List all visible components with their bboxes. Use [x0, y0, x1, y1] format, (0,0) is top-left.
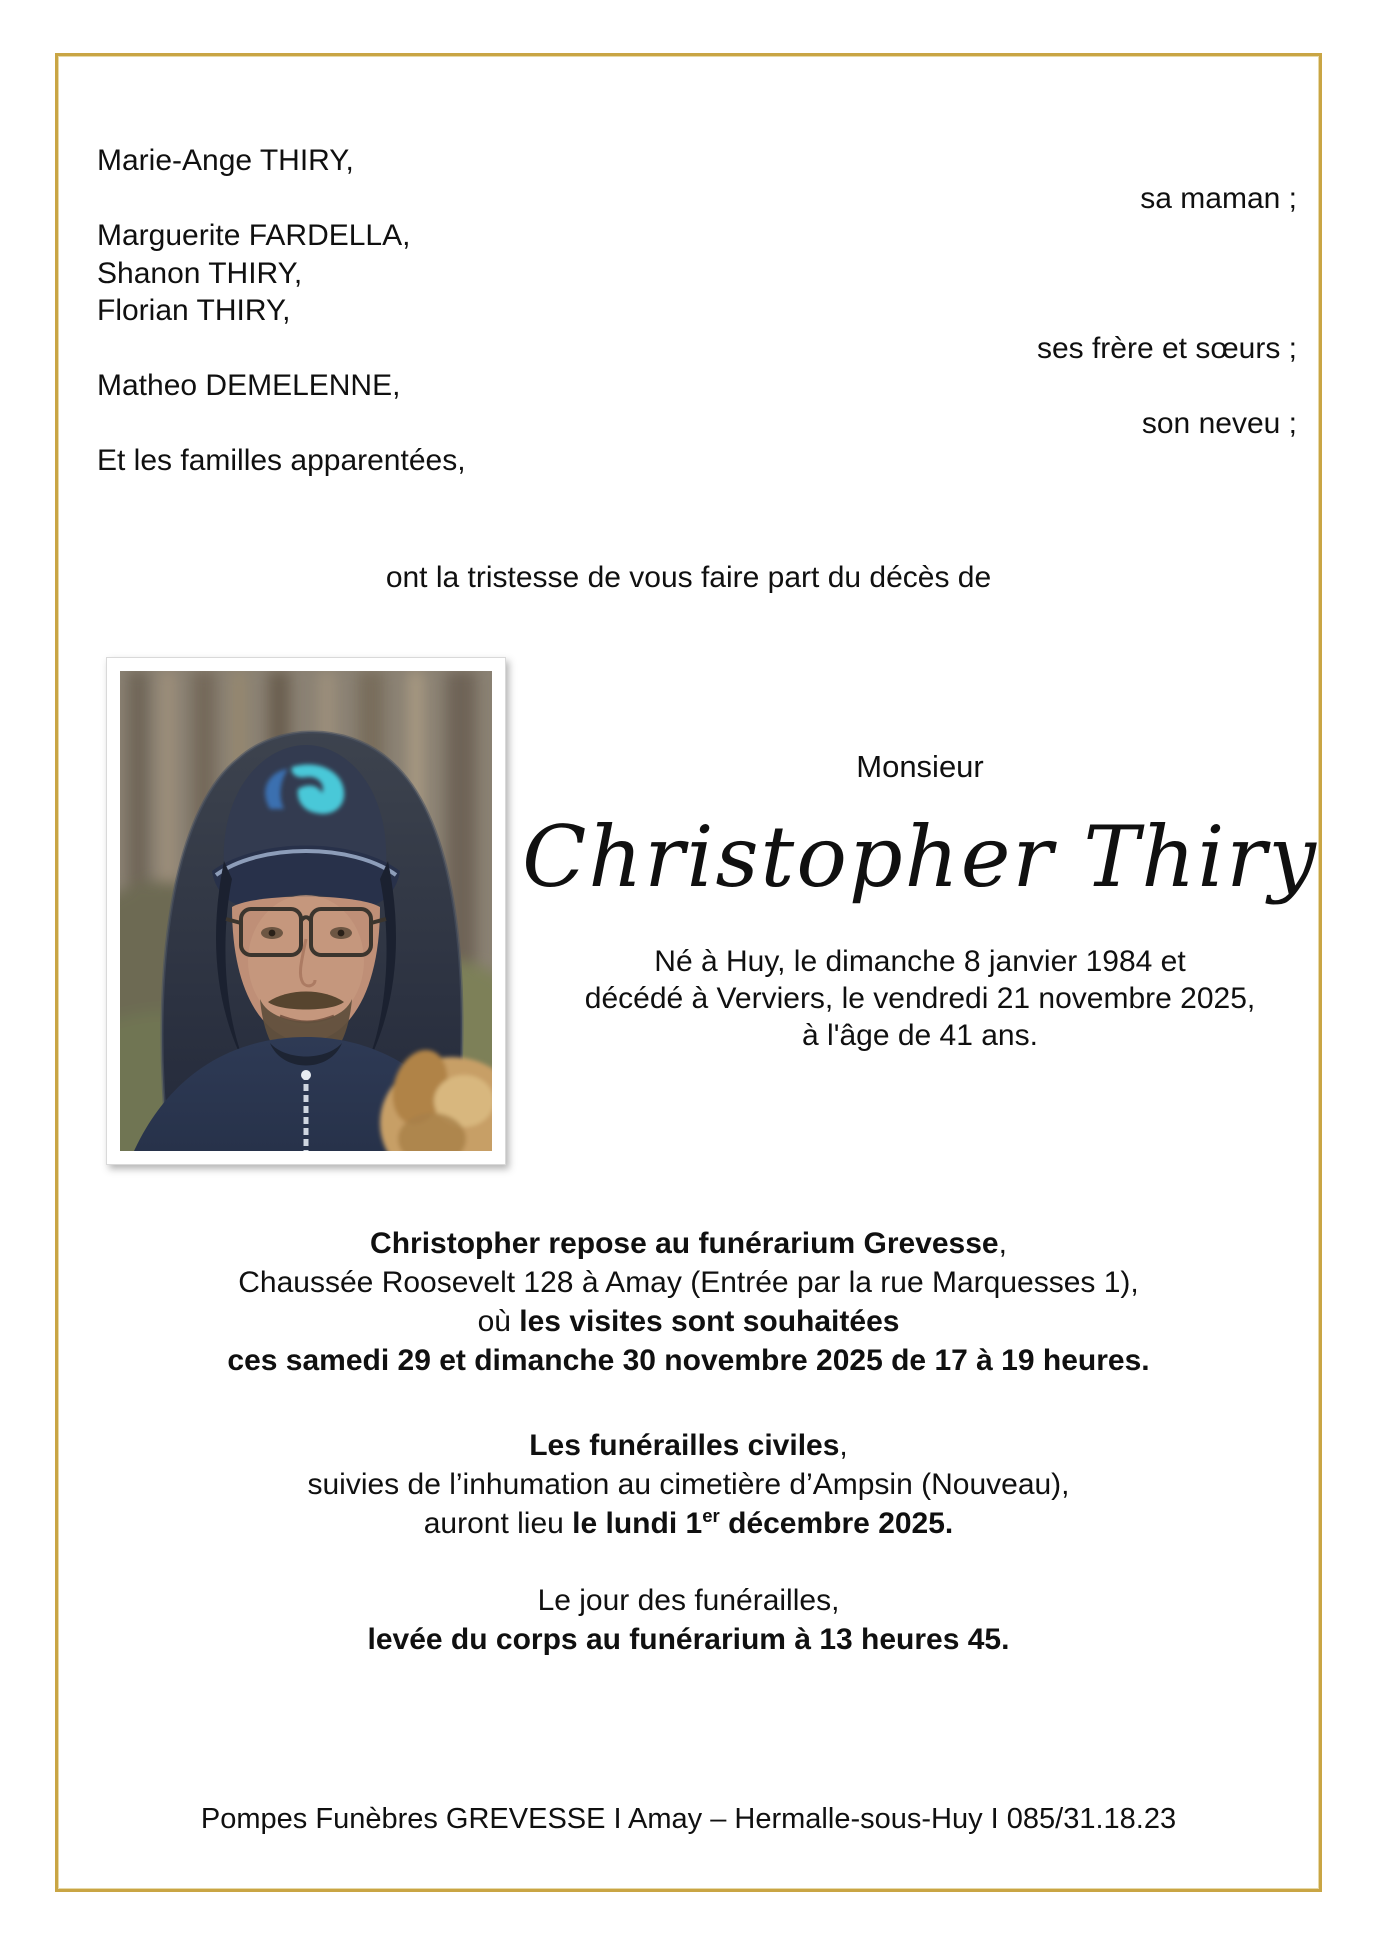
departure-block	[55, 1581, 1322, 1659]
funeral-block	[55, 1426, 1322, 1543]
deceased-identity-block	[520, 748, 1320, 1054]
funeral-line: auront lieu le lundi 1er décembre 2025.	[423, 1505, 954, 1540]
family-names-block	[97, 142, 1297, 480]
visitation-line: Christopher repose au funérarium Grevesse,	[370, 1227, 1007, 1260]
departure-line: Le jour des funérailles,	[537, 1584, 840, 1617]
relation-label: ses frère et sœurs ;	[1036, 331, 1297, 365]
birth-death-text	[520, 943, 1320, 1054]
age-line: à l'âge de 41 ans.	[802, 1019, 1038, 1052]
relation-label: son neveu ;	[1141, 406, 1297, 440]
funeral-line: suivies de l’inhumation au cimetière d’Ampsin (Nouveau),	[307, 1468, 1070, 1501]
civility-title: Monsieur	[856, 749, 984, 784]
relation-label: sa maman ;	[1140, 181, 1297, 215]
portrait-illustration	[120, 671, 492, 1151]
family-name-line: Marie-Ange THIRY,	[97, 144, 354, 177]
departure-line: levée du corps au funérarium à 13 heures 45.	[367, 1623, 1010, 1656]
visitation-block	[55, 1224, 1322, 1380]
announcement-sentence: ont la tristesse de vous faire part du décès de	[385, 561, 992, 594]
death-line: décédé à Verviers, le vendredi 21 novembre 2025,	[584, 982, 1256, 1015]
visitation-line: ces samedi 29 et dimanche 30 novembre 2025 de 17 à 19 heures.	[227, 1344, 1150, 1377]
visitation-line: Chaussée Roosevelt 128 à Amay (Entrée par la rue Marquesses 1),	[238, 1266, 1139, 1299]
portrait-photo	[106, 657, 506, 1165]
family-name-line: Marguerite FARDELLA,	[97, 219, 411, 252]
family-name-line: Florian THIRY,	[97, 294, 291, 327]
family-name-line: Et les familles apparentées,	[97, 444, 466, 477]
funeral-home-footer: Pompes Funèbres GREVESSE I Amay – Hermalle-sous-Huy I 085/31.18.23	[200, 1803, 1177, 1835]
visitation-line: où les visites sont souhaitées	[477, 1305, 900, 1338]
family-name-line: Matheo DEMELENNE,	[97, 369, 401, 402]
funeral-line: Les funérailles civiles,	[529, 1429, 848, 1462]
deceased-name: Christopher Thiry	[522, 808, 1318, 906]
birth-line: Né à Huy, le dimanche 8 janvier 1984 et	[654, 945, 1186, 978]
family-name-line: Shanon THIRY,	[97, 256, 303, 290]
